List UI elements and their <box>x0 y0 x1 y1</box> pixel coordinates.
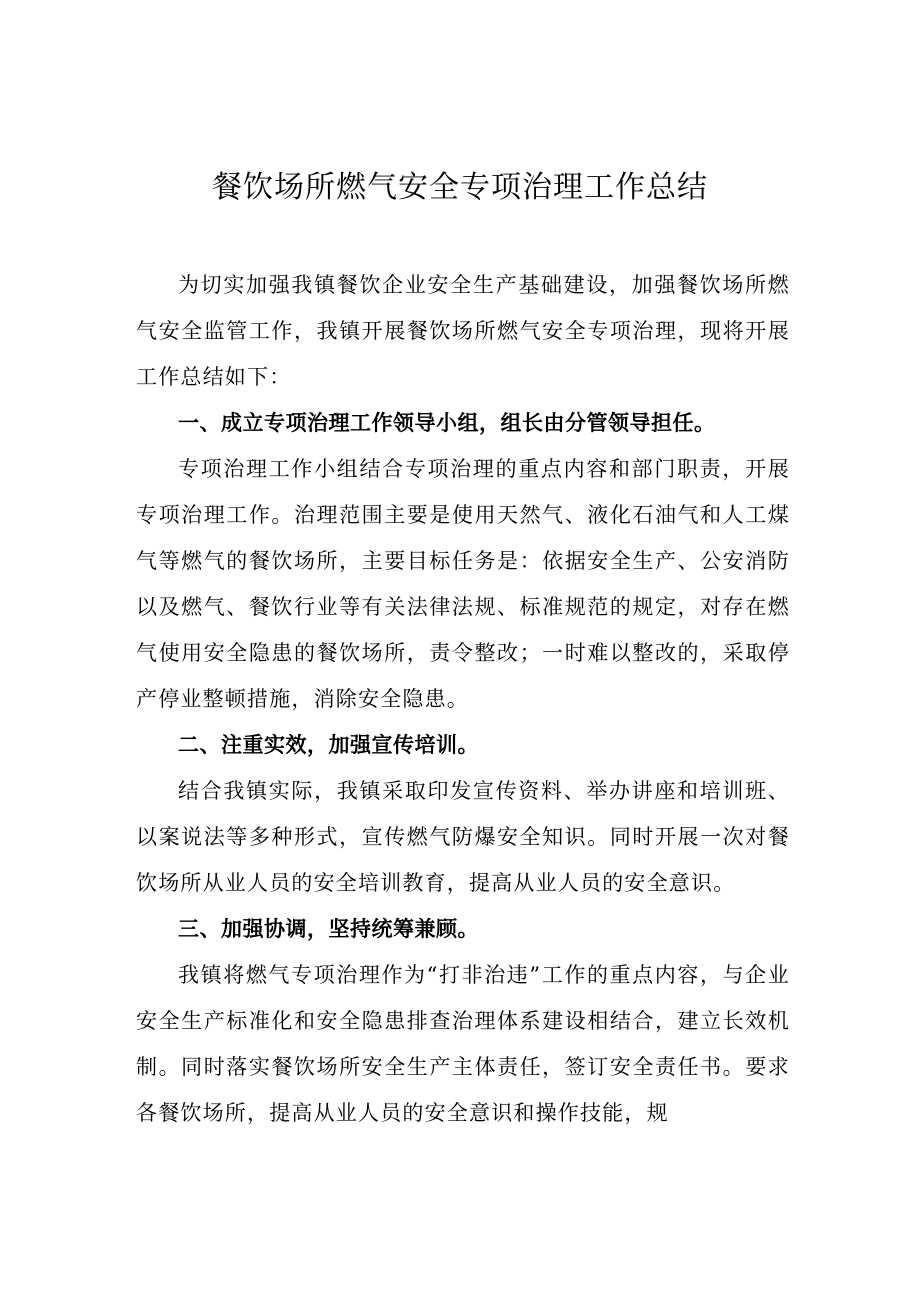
intro-paragraph: 为切实加强我镇餐饮企业安全生产基础建设，加强餐饮场所燃气安全监管工作，我镇开展餐饮场所燃气安全专项治理，现将开展工作总结如下： <box>136 273 790 389</box>
section-3-body: 我镇将燃气专项治理作为“打非治违”工作的重点内容，与企业安全生产标准化和安全隐患排查治理体系建设相结合，建立长效机制。同时落实餐饮场所安全生产主体责任，签订安全责任书。要求各餐饮场所，提高从业人员的安全意识和操作技能，规 <box>136 963 790 1125</box>
section-2-heading: 二、注重实效，加强宣传培训。 <box>178 733 479 757</box>
section-2-body: 结合我镇实际，我镇采取印发宣传资料、举办讲座和培训班、以案说法等多种形式，宣传燃气防爆安全知识。同时开展一次对餐饮场所从业人员的安全培训教育，提高从业人员的安全意识。 <box>136 779 790 895</box>
document-body <box>136 262 790 1136</box>
section-3-heading: 三、加强协调，坚持统筹兼顾。 <box>178 917 479 941</box>
document-title: 餐饮场所燃气安全专项治理工作总结 <box>212 170 708 205</box>
section-1-heading: 一、成立专项治理工作领导小组，组长由分管领导担任。 <box>178 411 716 435</box>
section-1-body: 专项治理工作小组结合专项治理的重点内容和部门职责，开展专项治理工作。治理范围主要是使用天然气、液化石油气和人工煤气等燃气的餐饮场所，主要目标任务是：依据安全生产、公安消防以及燃气、餐饮行业等有关法律法规、标准规范的规定，对存在燃气使用安全隐患的餐饮场所，责令整改；一时难以整改的，采取停产停业整顿措施，消除安全隐患。 <box>136 457 790 711</box>
